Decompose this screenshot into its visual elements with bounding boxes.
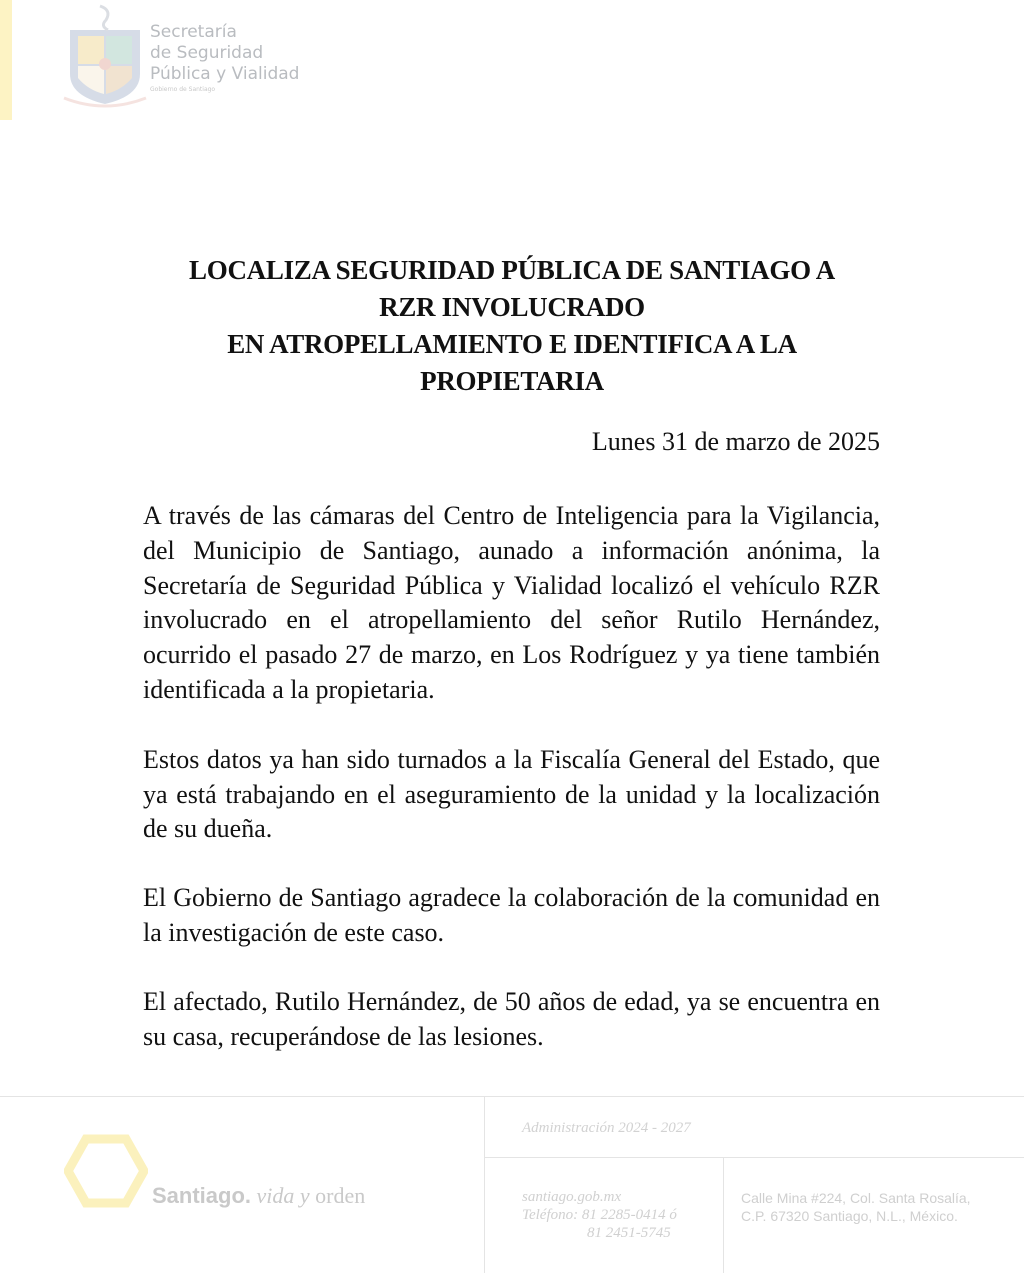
phone-line-2: 81 2451-5745: [587, 1225, 671, 1241]
title-line: PROPIETARIA: [420, 366, 604, 396]
header-accent-stripe: [0, 0, 12, 120]
header-logo: [60, 2, 360, 112]
footer-divider: [0, 1096, 1024, 1097]
org-subtitle: Gobierno de Santiago: [150, 86, 216, 93]
hexagon-icon: [64, 1133, 148, 1209]
press-release-date: Lunes 31 de marzo de 2025: [591, 427, 880, 456]
org-name-line1: Secretaría: [150, 22, 237, 42]
brand-slogan-italic: vida y: [256, 1183, 310, 1208]
address-line-1: Calle Mina #224, Col. Santa Rosalía,: [741, 1190, 971, 1206]
footer-brand: [152, 1183, 365, 1209]
body-paragraph: El afectado, Rutilo Hernández, de 50 años de edad, ya se encuentra en su casa, recuperándose de las lesiones.: [143, 986, 880, 1051]
footer-divider: [484, 1097, 485, 1273]
footer-address: [741, 1189, 971, 1225]
body-paragraph: Estos datos ya han sido turnados a la Fiscalía General del Estado, que ya está trabajando en el aseguramiento de la unidad y la localización de su dueña.: [143, 744, 880, 844]
administration-period: Administración 2024 - 2027: [522, 1120, 691, 1136]
press-release-body: [143, 499, 880, 1088]
org-name: [150, 22, 299, 95]
address-line-2: C.P. 67320 Santiago, N.L., México.: [741, 1208, 958, 1224]
org-name-line3: Pública y Vialidad: [150, 64, 300, 84]
phone-line-1: Teléfono: 81 2285-0414 ó: [522, 1207, 677, 1223]
body-paragraph: El Gobierno de Santiago agradece la colaboración de la comunidad en la investigación de este caso.: [143, 883, 880, 947]
footer-divider: [723, 1158, 724, 1273]
footer-contact: [522, 1188, 677, 1242]
brand-slogan-rest: orden: [315, 1183, 366, 1208]
title-line: LOCALIZA SEGURIDAD PÚBLICA DE SANTIAGO A: [189, 255, 835, 285]
website-link[interactable]: santiago.gob.mx: [522, 1189, 622, 1205]
footer-divider: [484, 1157, 1024, 1158]
org-name-line2: de Seguridad: [150, 43, 264, 63]
press-release-title: [120, 252, 904, 400]
brand-name: Santiago.: [152, 1183, 252, 1208]
title-line: EN ATROPELLAMIENTO E IDENTIFICA A LA: [227, 329, 797, 359]
coat-of-arms-icon: [60, 2, 150, 112]
title-line: RZR INVOLUCRADO: [379, 292, 645, 322]
body-paragraph: A través de las cámaras del Centro de Inteligencia para la Vigilancia, del Municipio de Santiago, aunado a información anónima, la Secretaría de Seguridad Pública y Vialidad localizó el vehículo RZR involucrado en el atropellamiento del señor Rutilo Hernández, ocurrido el pasado 27 de marzo, en Los Rodríguez y ya tiene también identificada a la propietaria.: [143, 501, 880, 704]
